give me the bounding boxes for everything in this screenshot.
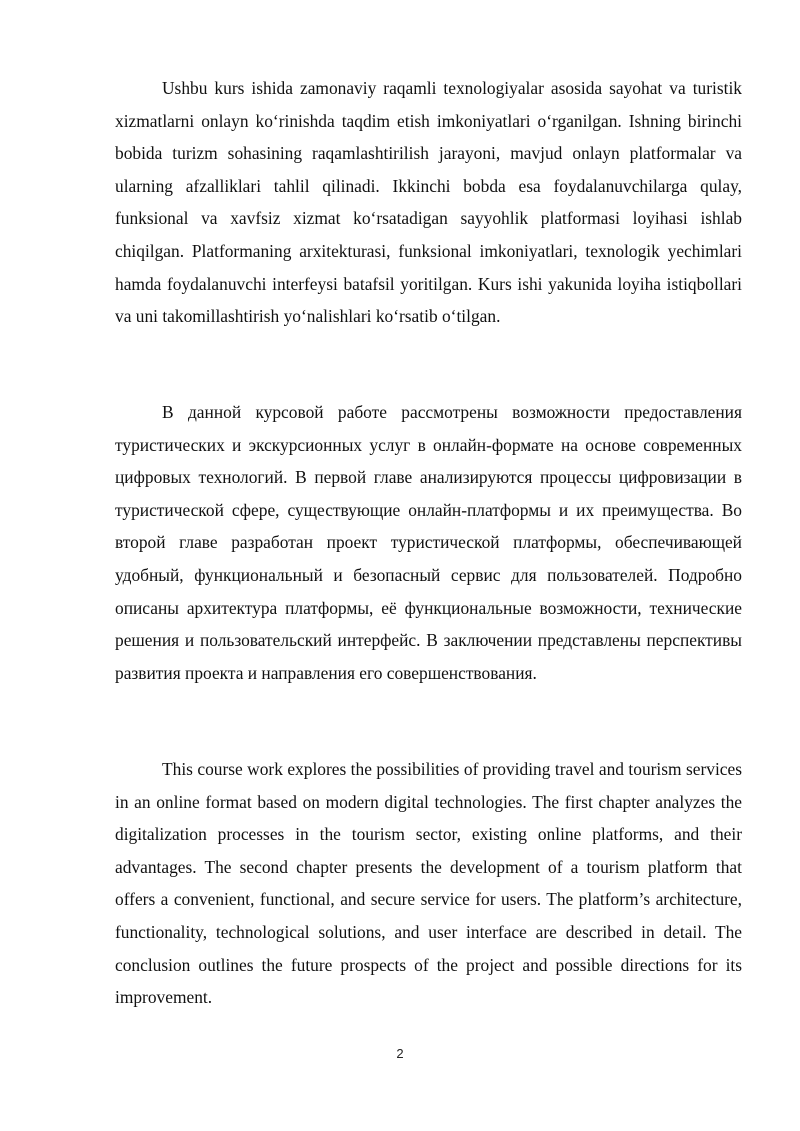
abstract-paragraph-russian: В данной курсовой работе рассмотрены возможности предоставления туристических и экскурсионных услуг в онлайн-формате на основе современных цифровых технологий. В первой главе анализируются процессы цифровизации в туристической сфере, существующие онлайн-платформы и их преимущества. Во второй главе разработан проект туристической платформы, обеспечивающей удобный, функциональный и безопасный сервис для пользователей. Подробно описаны архитектура платформы, её функциональные возможности, технические решения и пользовательский интерфейс. В заключении представлены перспективы развития проекта и направления его совершенствования. [115, 402, 742, 683]
abstract-paragraph-uzbek: Ushbu kurs ishida zamonaviy raqamli texnologiyalar asosida sayohat va turistik xizmatlarni onlayn koʻrinishda taqdim etish imkoniyatlari oʻrganilgan. Ishning birinchi bobida turizm sohasining raqamlashtirilish jarayoni, mavjud onlayn platformalar va ularning afzalliklari tahlil qilinadi. Ikkinchi bobda esa foydalanuvchilarga qulay, funksional va xavfsiz xizmat koʻrsatadigan sayyohlik platformasi loyihasi ishlab chiqilgan. Platformaning arxitekturasi, funksional imkoniyatlari, texnologik yechimlari hamda foydalanuvchi interfeysi batafsil yoritilgan. Kurs ishi yakunida loyiha istiqbollari va uni takomillashtirish yoʻnalishlari koʻrsatib oʻtilgan. [115, 78, 742, 327]
page-number: 2 [396, 1046, 404, 1061]
abstract-paragraph-english: This course work explores the possibilities of providing travel and tourism services in an online format based on modern digital technologies. The first chapter analyzes the digitalization processes in the tourism sector, existing online platforms, and their advantages. The second chapter presents the development of a tourism platform that offers a convenient, functional, and secure service for users. The platform’s architecture, functionality, technological solutions, and user interface are described in detail. The conclusion outlines the future prospects of the project and possible directions for its improvement. [115, 759, 742, 1008]
